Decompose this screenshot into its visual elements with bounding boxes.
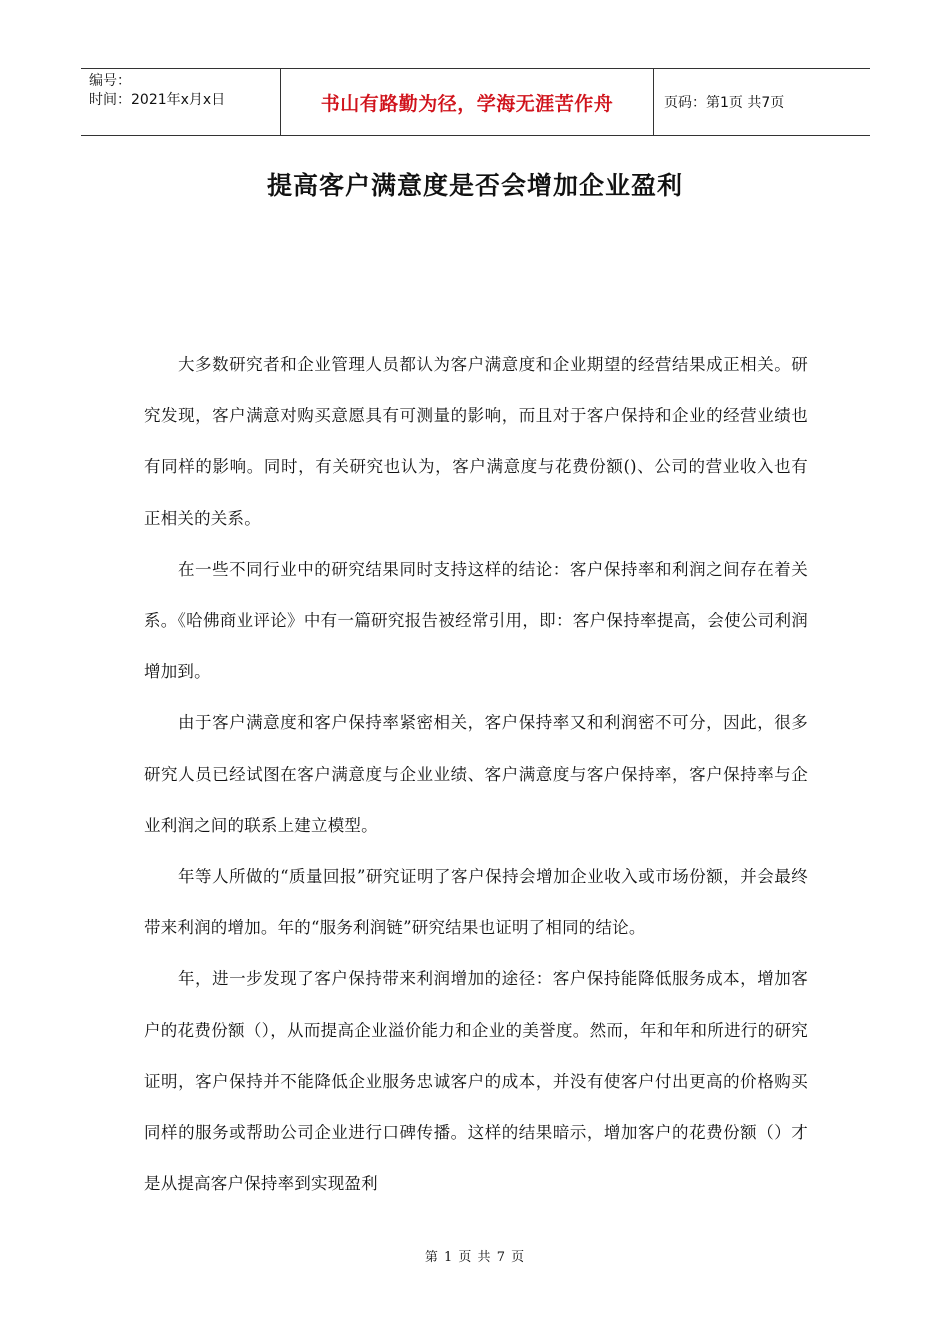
header-motto-cell	[281, 69, 654, 135]
header-page-cell	[654, 69, 870, 135]
document-header-table	[81, 68, 870, 136]
document-title: 提高客户满意度是否会增加企业盈利	[266, 171, 683, 200]
page-footer: 第 1 页 共 7 页	[424, 1250, 526, 1265]
paragraph: 年，进一步发现了客户保持带来利润增加的途径：客户保持能降低服务成本，增加客户的花费份额（），从而提高企业溢价能力和企业的美誉度。然而，年和年和所进行的研究证明，客户保持并不能降低企业服务忠诚客户的成本，并没有使客户付出更高的价格购买同样的服务或帮助公司企业进行口碑传播。这样的结果暗示，增加客户的花费份额（）才是从提高客户保持率到实现盈利	[144, 969, 808, 1194]
paragraph: 由于客户满意度和客户保持率紧密相关，客户保持率又和利润密不可分，因此，很多研究人员已经试图在客户满意度与企业业绩、客户满意度与客户保持率，客户保持率与企业利润之间的联系上建立模型。	[144, 713, 808, 835]
paragraph: 年等人所做的“质量回报”研究证明了客户保持会增加企业收入或市场份额，并会最终带来利润的增加。年的“服务利润链”研究结果也证明了相同的结论。	[144, 867, 808, 938]
document-body	[144, 339, 808, 1209]
header-number-label: 编号：	[89, 73, 131, 89]
paragraph: 在一些不同行业中的研究结果同时支持这样的结论：客户保持率和利润之间存在着关系。《哈佛商业评论》中有一篇研究报告被经常引用，即：客户保持率提高，会使公司利润增加到。	[144, 559, 808, 682]
header-date-label: 时间：2021年x月x日	[89, 92, 226, 108]
paragraph: 大多数研究者和企业管理人员都认为客户满意度和企业期望的经营结果成正相关。研究发现，客户满意对购买意愿具有可测量的影响，而且对于客户保持和企业的经营业绩也有同样的影响。同时，有关研究也认为，客户满意度与花费份额()、公司的营业收入也有正相关的关系。	[144, 355, 808, 528]
header-info-cell	[81, 69, 281, 135]
header-motto: 书山有路勤为径，学海无涯苦作舟	[320, 92, 614, 115]
header-page-code: 页码：第1页 共7页	[664, 95, 785, 111]
